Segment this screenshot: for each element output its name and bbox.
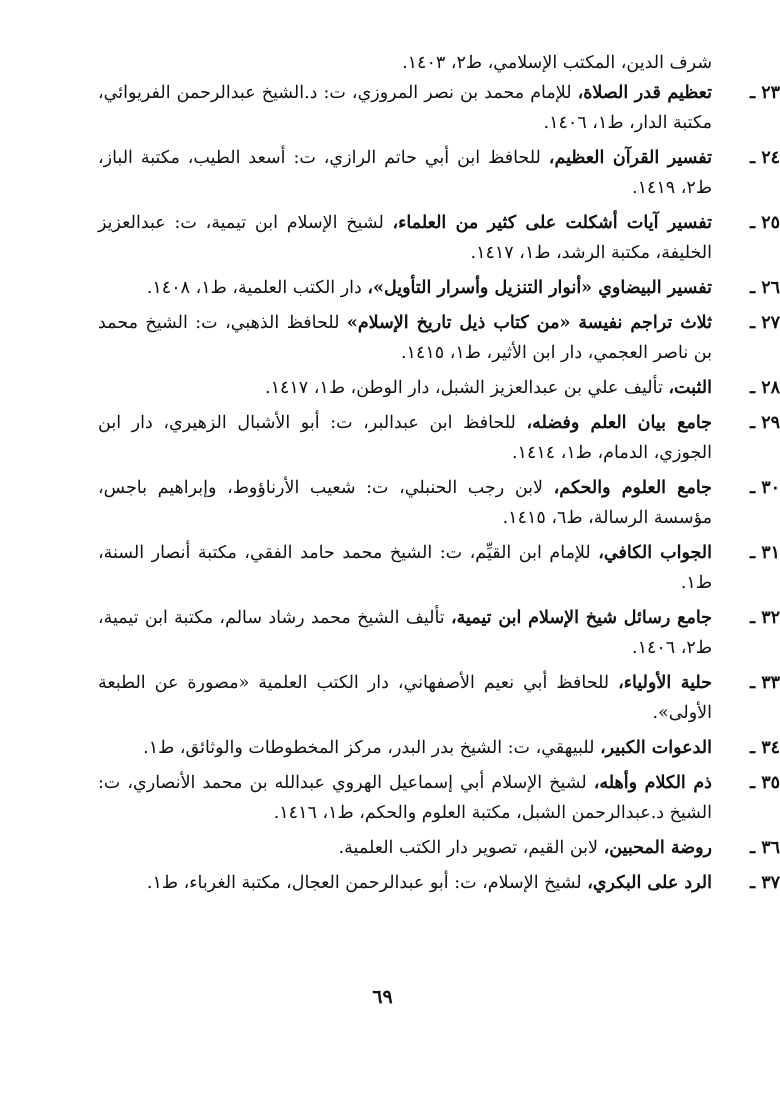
bibliography-entry — [98, 143, 780, 203]
bibliography-entry — [98, 273, 780, 303]
entry-body — [98, 308, 712, 368]
bibliography-entry — [98, 868, 780, 898]
entry-number-label: ٢٦ ـ — [749, 278, 780, 298]
entry-body — [98, 143, 712, 203]
entry-title: ذم الكلام وأهله، — [593, 773, 712, 793]
entry-details: لابن القيم، تصوير دار الكتب العلمية. — [338, 838, 604, 858]
entry-details: لشيخ الإسلام، ت: أبو عبدالرحمن العجال، مكتبة الغرباء، ط١. — [146, 873, 588, 893]
entry-body — [98, 78, 712, 138]
entry-number-label: ٣٠ ـ — [749, 478, 780, 498]
entry-details: للحافظ ابن عبدالبر، ت: أبو الأشبال الزهيري، دار ابن الجوزي، الدمام، ط١، ١٤١٤. — [98, 413, 712, 463]
entry-number-label: ٣٦ ـ — [749, 838, 780, 858]
entry-body — [98, 208, 712, 268]
entry-number-label: ٢٣ ـ — [749, 83, 780, 103]
entry-details: لشيخ الإسلام ابن تيمية، ت: عبدالعزيز الخليفة، مكتبة الرشد، ط١، ١٤١٧. — [98, 213, 712, 263]
entry-number-label: ٣٧ ـ — [749, 873, 780, 893]
entry-body — [98, 538, 712, 598]
entry-number-label: ٣٣ ـ — [749, 673, 780, 693]
entry-details: للحافظ أبي نعيم الأصفهاني، دار الكتب العلمية «مصورة عن الطبعة الأولى». — [98, 673, 712, 723]
entry-title: تفسير القرآن العظيم، — [548, 148, 712, 168]
continued-entry-text: شرف الدين، المكتب الإسلامي، ط٢، ١٤٠٣. — [402, 53, 712, 73]
entry-number-label: ٢٧ ـ — [749, 313, 780, 333]
bibliography-entry — [98, 833, 780, 863]
entry-title: الجواب الكافي، — [598, 543, 712, 563]
entry-details: للحافظ الذهبي، ت: الشيخ محمد بن ناصر العجمي، دار ابن الأثير، ط١، ١٤١٥. — [98, 313, 712, 363]
entry-number-label: ٣١ ـ — [749, 543, 780, 563]
entry-title: حلية الأولياء، — [618, 673, 713, 693]
bibliography-entry — [98, 733, 780, 763]
bibliography-entry — [98, 473, 780, 533]
entry-number-label: ٣٢ ـ — [749, 608, 780, 628]
bibliography-entry — [98, 308, 780, 368]
entry-body — [98, 273, 712, 303]
entry-title: الثبت، — [668, 378, 712, 398]
bibliography-entry — [98, 208, 780, 268]
entry-title: الدعوات الكبير، — [599, 738, 712, 758]
entry-details: للحافظ ابن أبي حاتم الرازي، ت: أسعد الطيب، مكتبة الباز، ط٢، ١٤١٩. — [98, 148, 712, 198]
page-number: ٦٩ — [372, 986, 393, 1008]
entry-number-label: ٣٤ ـ — [749, 738, 780, 758]
entry-details: لابن رجب الحنبلي، ت: شعيب الأرناؤوط، وإبراهيم باجس، مؤسسة الرسالة، ط٦، ١٤١٥. — [98, 478, 712, 528]
entry-details: للإمام محمد بن نصر المروزي، ت: د.الشيخ عبدالرحمن الفريوائي، مكتبة الدار، ط١، ١٤٠٦. — [98, 83, 712, 133]
entry-number-label: ٣٥ ـ — [749, 773, 780, 793]
entry-title: تعظيم قدر الصلاة، — [577, 83, 712, 103]
bibliography-entry — [98, 603, 780, 663]
entry-body — [98, 373, 712, 403]
entry-details: لشيخ الإسلام أبي إسماعيل الهروي عبدالله بن محمد الأنصاري، ت: الشيخ د.عبدالرحمن الشبل، مكتبة العلوم والحكم، ط١، ١٤١٦. — [98, 773, 712, 823]
entry-title: جامع رسائل شيخ الإسلام ابن تيمية، — [450, 608, 713, 628]
entry-number-label: ٢٤ ـ — [749, 148, 780, 168]
entry-details: تأليف علي بن عبدالعزيز الشبل، دار الوطن، ط١، ١٤١٧. — [265, 378, 669, 398]
bibliography-entry — [98, 768, 780, 828]
entry-body — [98, 473, 712, 533]
entry-details: تأليف الشيخ محمد رشاد سالم، مكتبة ابن تيمية، ط٢، ١٤٠٦. — [98, 608, 712, 658]
bibliography-entry — [98, 373, 780, 403]
bibliography-list — [98, 78, 780, 898]
bibliography-page — [98, 48, 780, 903]
entry-number-label: ٢٩ ـ — [749, 413, 780, 433]
entry-title: جامع بيان العلم وفضله، — [526, 413, 712, 433]
entry-body — [98, 733, 712, 763]
entry-number-label: ٢٥ ـ — [749, 213, 780, 233]
entry-body — [98, 603, 712, 663]
entry-details: للإمام ابن القيِّم، ت: الشيخ محمد حامد الفقي، مكتبة أنصار السنة، ط١. — [98, 543, 712, 593]
entry-details: دار الكتب العلمية، ط١، ١٤٠٨. — [146, 278, 368, 298]
entry-title: جامع العلوم والحكم، — [553, 478, 712, 498]
entry-body — [98, 868, 712, 898]
bibliography-entry — [98, 668, 780, 728]
entry-title: تفسير البيضاوي «أنوار التنزيل وأسرار التأويل»، — [367, 278, 712, 298]
entry-details: للبيهقي، ت: الشيخ بدر البدر، مركز المخطوطات والوثائق، ط١. — [143, 738, 600, 758]
entry-number-label: ٢٨ ـ — [749, 378, 780, 398]
entry-body — [98, 668, 712, 728]
bibliography-entry — [98, 78, 780, 138]
bibliography-entry — [98, 538, 780, 598]
bibliography-entry — [98, 408, 780, 468]
entry-body — [98, 833, 712, 863]
entry-body — [98, 768, 712, 828]
entry-title: ثلاث تراجم نفيسة «من كتاب ذيل تاريخ الإسلام» — [346, 313, 712, 333]
entry-title: الرد على البكري، — [587, 873, 712, 893]
entry-title: تفسير آيات أشكلت على كثير من العلماء، — [392, 213, 712, 233]
entry-title: روضة المحبين، — [603, 838, 712, 858]
entry-body — [98, 408, 712, 468]
